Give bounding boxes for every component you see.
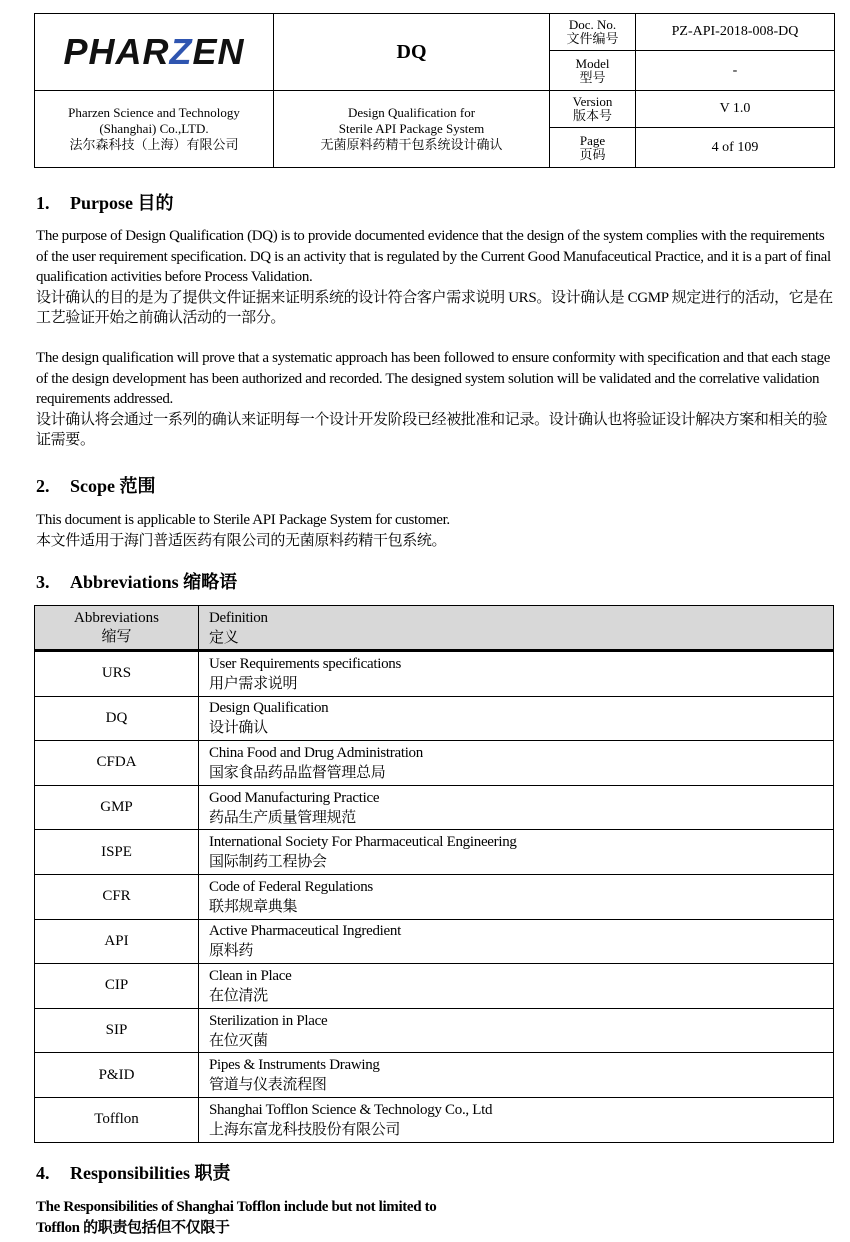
document-title: DQ — [274, 14, 550, 91]
doc-no-label: Doc. No. 文件编号 — [550, 14, 636, 51]
section-abbreviations-heading: 3. Abbreviations 缩略语 — [36, 572, 238, 592]
document-header — [34, 13, 835, 168]
header-definition: Definition 定义 — [199, 606, 834, 651]
table-row — [35, 964, 834, 1009]
scope-en: This document is applicable to Sterile API Package System for customer. — [36, 512, 450, 528]
table-row — [35, 651, 834, 697]
definition-cell: Active Pharmaceutical Ingredient 原料药 — [199, 919, 834, 964]
purpose-paragraph-1 — [36, 226, 836, 329]
table-row — [35, 830, 834, 875]
definition-cell: Clean in Place 在位清洗 — [199, 964, 834, 1009]
version-value: V 1.0 — [636, 91, 835, 128]
abbr-cell: URS — [35, 651, 199, 697]
document-subtitle: Design Qualification for Sterile API Package System 无菌原料药精干包系统设计确认 — [274, 91, 550, 168]
section-purpose-heading: 1. Purpose 目的 — [36, 193, 174, 213]
definition-cell: Shanghai Tofflon Science & Technology Co., Ltd 上海东富龙科技股份有限公司 — [199, 1097, 834, 1142]
definition-cell: Pipes & Instruments Drawing 管道与仪表流程图 — [199, 1053, 834, 1098]
abbr-cell: API — [35, 919, 199, 964]
company-name: Pharzen Science and Technology (Shanghai) Co.,LTD. 法尔森科技（上海）有限公司 — [35, 91, 274, 168]
table-row — [35, 919, 834, 964]
table-row — [35, 696, 834, 741]
table-row — [35, 874, 834, 919]
definition-cell: International Society For Pharmaceutical Engineering 国际制药工程协会 — [199, 830, 834, 875]
abbr-cell: CIP — [35, 964, 199, 1009]
section-responsibilities-heading: 4. Responsibilities 职责 — [36, 1163, 231, 1183]
abbr-cell: SIP — [35, 1008, 199, 1053]
scope-cn: 本文件适用于海门普适医药有限公司的无菌原料药精干包系统。 — [36, 532, 447, 549]
definition-cell: Sterilization in Place 在位灭菌 — [199, 1008, 834, 1053]
abbr-cell: Tofflon — [35, 1097, 199, 1142]
table-row — [35, 785, 834, 830]
definition-cell: Good Manufacturing Practice 药品生产质量管理规范 — [199, 785, 834, 830]
page-value: 4 of 109 — [636, 128, 835, 168]
purpose-p1-en: The purpose of Design Qualification (DQ) is to provide documented evidence that the design of the system complies with the requirements of the user requirement specification. DQ is an activity that is regulated by the Current Good Manufaceutical Practice, and it is a part of final qualification activities before Process Validation. — [36, 228, 831, 285]
definition-cell: Design Qualification 设计确认 — [199, 696, 834, 741]
definition-cell: Code of Federal Regulations 联邦规章典集 — [199, 874, 834, 919]
purpose-paragraph-2 — [36, 348, 836, 451]
header-abbreviations: Abbreviations 缩写 — [35, 606, 199, 651]
scope-paragraph — [36, 510, 836, 551]
table-row — [35, 1053, 834, 1098]
model-label: Model 型号 — [550, 51, 636, 91]
page-label: Page 页码 — [550, 128, 636, 168]
table-header-row — [35, 606, 834, 651]
doc-no-value: PZ-API-2018-008-DQ — [636, 14, 835, 51]
responsibilities-paragraph — [36, 1197, 836, 1238]
table-row — [35, 741, 834, 786]
abbreviations-table — [34, 605, 834, 1143]
version-label: Version 版本号 — [550, 91, 636, 128]
definition-cell: China Food and Drug Administration 国家食品药品监督管理总局 — [199, 741, 834, 786]
table-row — [35, 1008, 834, 1053]
abbr-cell: CFR — [35, 874, 199, 919]
definition-cell: User Requirements specifications 用户需求说明 — [199, 651, 834, 697]
abbr-cell: ISPE — [35, 830, 199, 875]
abbr-cell: DQ — [35, 696, 199, 741]
purpose-p1-cn: 设计确认的目的是为了提供文件证据来证明系统的设计符合客户需求说明 URS。设计确认是 CGMP 规定进行的活动，它是在工艺验证开始之前确认活动的一部分。 — [36, 289, 833, 326]
responsibilities-cn: Tofflon 的职责包括但不仅限于 — [36, 1219, 230, 1236]
abbr-cell: GMP — [35, 785, 199, 830]
section-scope-heading: 2. Scope 范围 — [36, 476, 156, 496]
table-row — [35, 1097, 834, 1142]
purpose-p2-cn: 设计确认将会通过一系列的确认来证明每一个设计开发阶段已经被批准和记录。设计确认也将验证设计解决方案和相关的验证需要。 — [36, 411, 828, 448]
abbr-cell: CFDA — [35, 741, 199, 786]
model-value: - — [636, 51, 835, 91]
purpose-p2-en: The design qualification will prove that a systematic approach has been followed to ensure conformity with specification and that each stage of the design development has been authorized and recorded. The designed system solution will be validated and the correlative validation requirements addressed. — [36, 350, 831, 407]
abbr-cell: P&ID — [35, 1053, 199, 1098]
company-logo: PHARZEN — [35, 14, 274, 91]
responsibilities-en: The Responsibilities of Shanghai Tofflon include but not limited to — [36, 1199, 437, 1215]
